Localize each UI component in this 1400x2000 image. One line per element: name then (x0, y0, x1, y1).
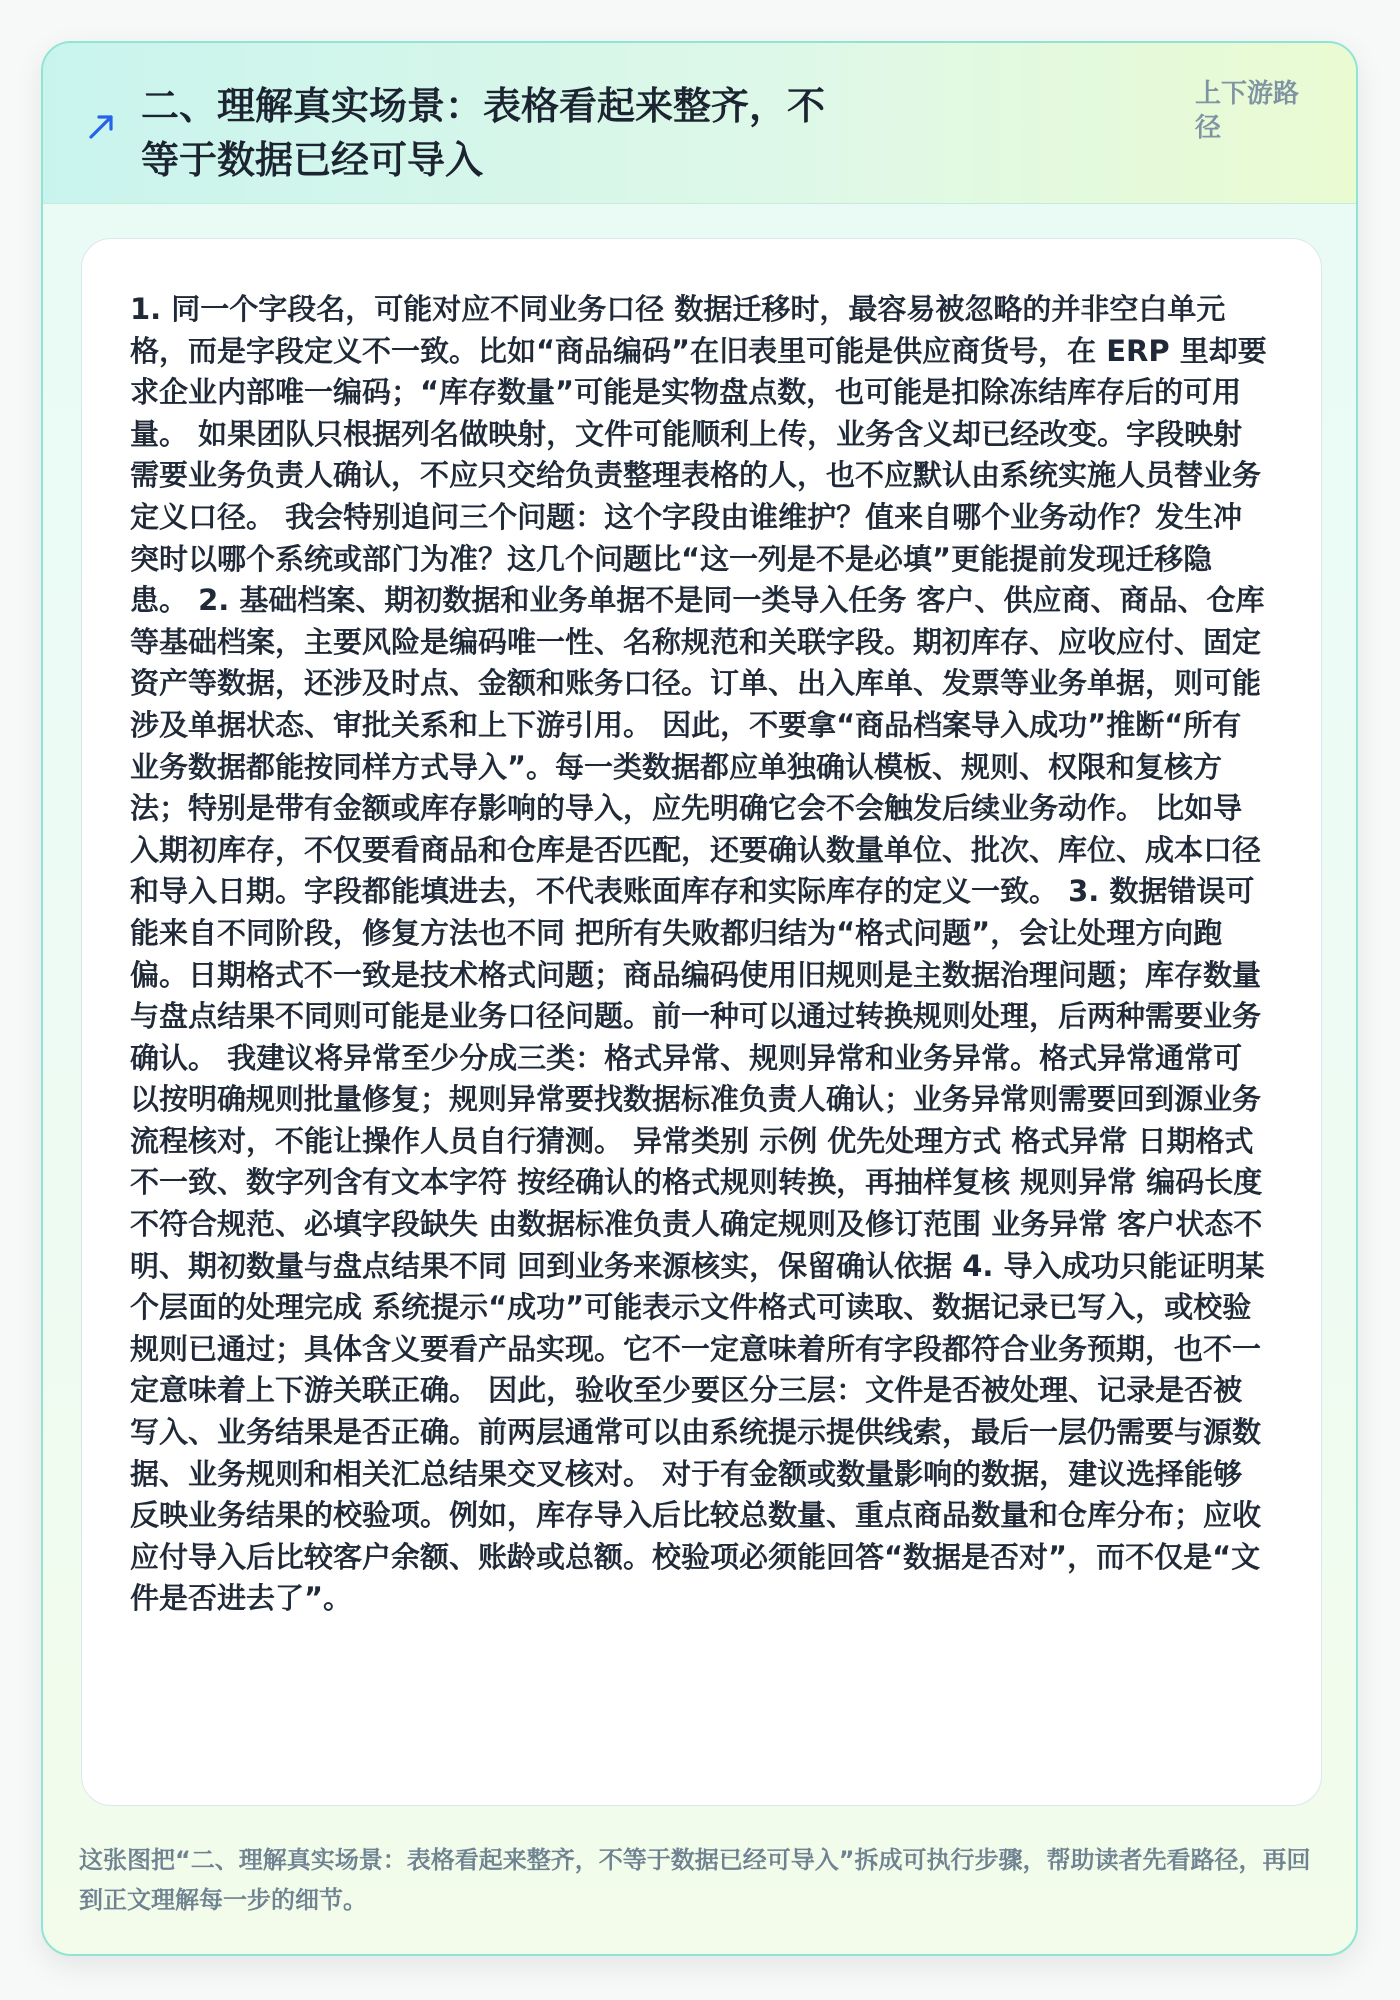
section-tag: 上下游路径 (1195, 79, 1300, 143)
trend-arrow-icon (85, 109, 119, 143)
section-title: 二、理解真实场景：表格看起来整齐，不等于数据已经可导入 (141, 84, 826, 182)
article-card (41, 41, 1358, 1956)
body-text: 1. 同一个字段名，可能对应不同业务口径 数据迁移时，最容易被忽略的并非空白单元格，而是字段定义不一致。比如“商品编码”在旧表里可能是供应商货号，在 ERP 里却要求企业内部唯一编码；“库存数量”可能是实物盘点数，也可能是扣除冻结库存后的可用量。 如果团队只根据列名做映射，文件可能顺利上传，业务含义却已经改变。字段映射需要业务负责人确认，不应只交给负责整理表格的人，也不应默认由系统实施人员替业务定义口径。 我会特别追问三个问题：这个字段由谁维护？值来自哪个业务动作？发生冲突时以哪个系统或部门为准？这几个问题比“这一列是不是必填”更能提前发现迁移隐患。 2. 基础档案、期初数据和业务单据不是同一类导入任务 客户、供应商、商品、仓库等基础档案，主要风险是编码唯一性、名称规范和关联字段。期初库存、应收应付、固定资产等数据，还涉及时点、金额和账务口径。订单、出入库单、发票等业务单据，则可能涉及单据状态、审批关系和上下游引用。 因此，不要拿“商品档案导入成功”推断“所有业务数据都能按同样方式导入”。每一类数据都应单独确认模板、规则、权限和复核方法；特别是带有金额或库存影响的导入，应先明确它会不会触发后续业务动作。 比如导入期初库存，不仅要看商品和仓库是否匹配，还要确认数量单位、批次、库位、成本口径和导入日期。字段都能填进去，不代表账面库存和实际库存的定义一致。 3. 数据错误可能来自不同阶段，修复方法也不同 把所有失败都归结为“格式问题”，会让处理方向跑偏。日期格式不一致是技术格式问题；商品编码使用旧规则是主数据治理问题；库存数量与盘点结果不同则可能是业务口径问题。前一种可以通过转换规则处理，后两种需要业务确认。 我建议将异常至少分成三类：格式异常、规则异常和业务异常。格式异常通常可以按明确规则批量修复；规则异常要找数据标准负责人确认；业务异常则需要回到源业务流程核对，不能让操作人员自行猜测。 异常类别 示例 优先处理方式 格式异常 日期格式不一致、数字列含有文本字符 按经确认的格式规则转换，再抽样复核 规则异常 编码长度不符合规范、必填字段缺失 由数据标准负责人确定规则及修订范围 业务异常 客户状态不明、期初数量与盘点结果不同 回到业务来源核实，保留确认依据 4. 导入成功只能证明某个层面的处理完成 系统提示“成功”可能表示文件格式可读取、数据记录已写入，或校验规则已通过；具体含义要看产品实现。它不一定意味着所有字段都符合业务预期，也不一定意味着上下游关联正确。 因此，验收至少要区分三层：文件是否被处理、记录是否被写入、业务结果是否正确。前两层通常可以由系统提示提供线索，最后一层仍需要与源数据、业务规则和相关汇总结果交叉核对。 对于有金额或数量影响的数据，建议选择能够反映业务结果的校验项。例如，库存导入后比较总数量、重点商品数量和仓库分布；应收应付导入后比较客户余额、账龄或总额。校验项必须能回答“数据是否对”，而不仅是“文件是否进去了”。 (130, 292, 1267, 1616)
content-panel (81, 238, 1322, 1806)
card-header (43, 43, 1356, 204)
figure-caption: 这张图把“二、理解真实场景：表格看起来整齐，不等于数据已经可导入”拆成可执行步骤，帮助读者先看路径，再回到正文理解每一步的细节。 (79, 1846, 1311, 1914)
